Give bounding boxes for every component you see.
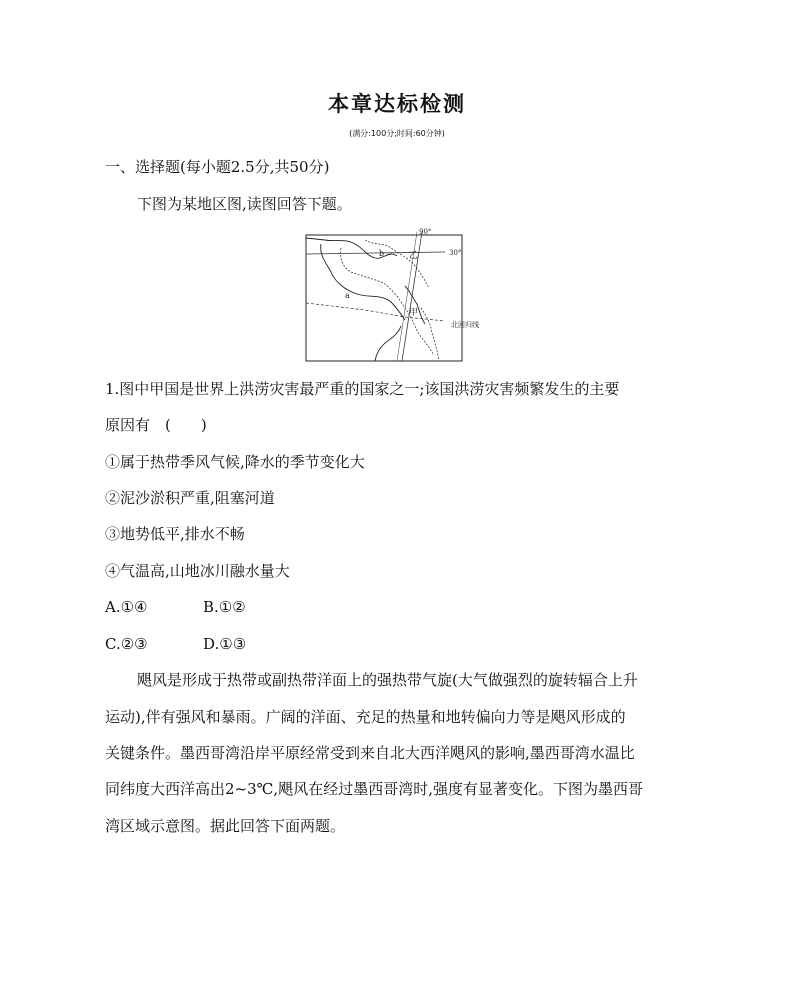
statement-3: ③地势低平,排水不畅 <box>105 525 245 543</box>
tropic-line <box>306 303 445 321</box>
map-label-a: a <box>345 291 350 300</box>
map-label-b: b <box>379 249 385 258</box>
river-a <box>321 244 405 320</box>
question-1-stem-line1: 1.图中甲国是世界上洪涝灾害最严重的国家之一;该国洪涝灾害频繁发生的主要 <box>105 380 620 398</box>
choice-c[interactable]: C.②③ <box>105 635 148 653</box>
map-label-lat: 30° <box>449 249 462 257</box>
choice-d[interactable]: D.①③ <box>203 635 247 653</box>
map-label-tropic: 北回归线 <box>451 321 479 329</box>
map-label-yi: 乙 <box>409 251 419 261</box>
region-map <box>305 228 479 364</box>
statement-1: ①属于热带季风气候,降水的季节变化大 <box>105 453 365 471</box>
passage-line-2: 运动),伴有强风和暴雨。广阔的洋面、充足的热量和地转偏向力等是飓风形成的 <box>105 708 626 726</box>
statement-2: ②泥沙淤积严重,阻塞河道 <box>105 489 275 507</box>
passage-line-4: 同纬度大西洋高出2~3℃,飓风在经过墨西哥湾时,强度有显著变化。下图为墨西哥 <box>105 780 643 798</box>
question-1-stem-line2: 原因有 ( ) <box>105 416 207 434</box>
page-title: 本章达标检测 <box>328 92 466 116</box>
question-intro: 下图为某地区图,读图回答下题。 <box>137 195 352 213</box>
passage-line-1: 飓风是形成于热带或副热带洋面上的强热带气旋(大气做强烈的旋转辐合上升 <box>137 671 638 689</box>
exam-info: (满分:100分;时间:60分钟) <box>349 129 445 138</box>
map-label-lon: 90° <box>419 228 432 236</box>
map-label-jia: 甲 <box>409 308 419 318</box>
choice-b[interactable]: B.①② <box>203 598 246 616</box>
coastline <box>375 326 401 361</box>
statement-4: ④气温高,山地冰川融水量大 <box>105 562 290 580</box>
passage-line-3: 关键条件。墨西哥湾沿岸平原经常受到来自北大西洋飓风的影响,墨西哥湾水温比 <box>105 744 635 762</box>
latitude-30-line <box>306 252 445 254</box>
border-dashed-4 <box>421 308 439 361</box>
section-heading: 一、选择题(每小题2.5分,共50分) <box>105 158 330 176</box>
passage-line-5: 湾区域示意图。据此回答下面两题。 <box>105 817 346 835</box>
choice-a[interactable]: A.①④ <box>105 598 148 616</box>
